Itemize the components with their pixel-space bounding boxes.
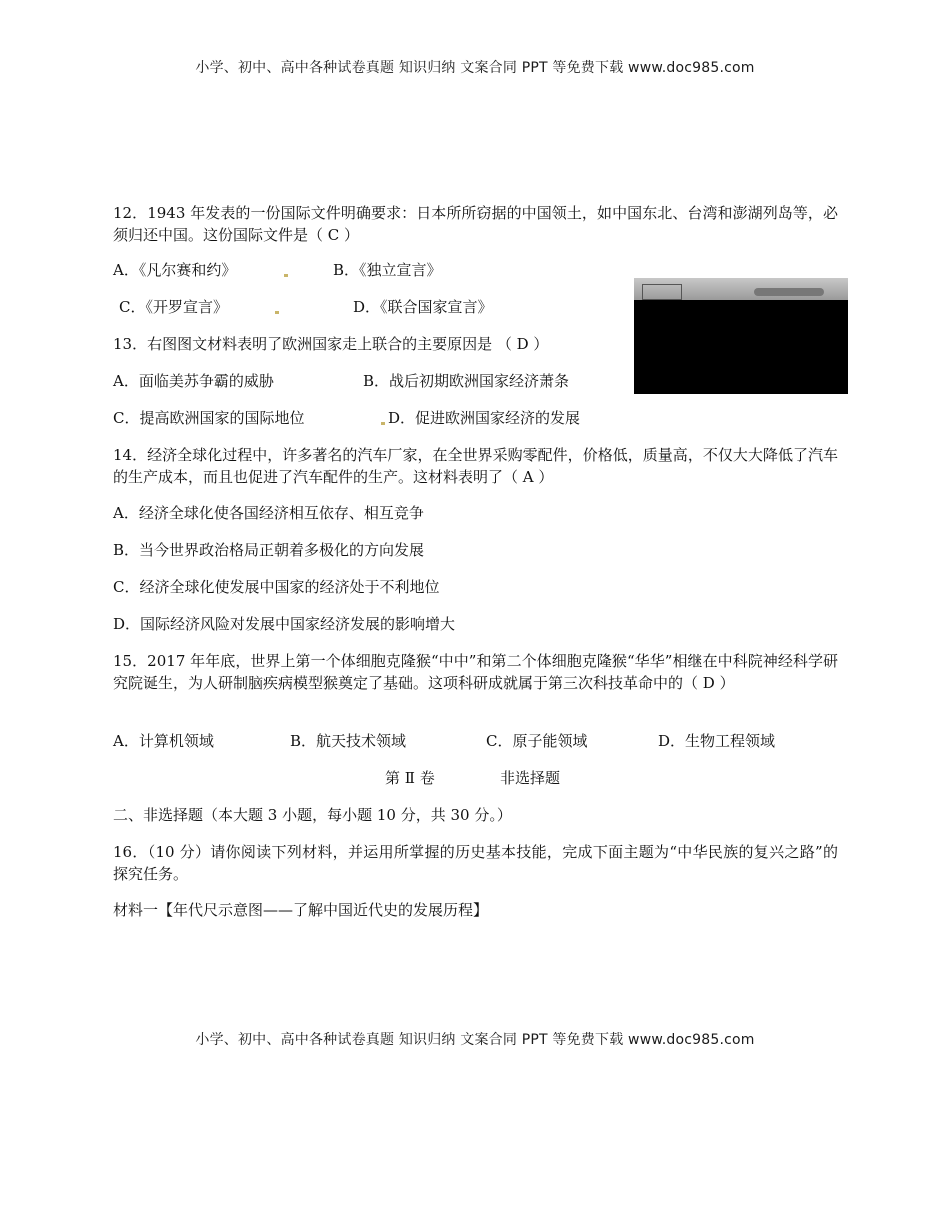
page-header: 小学、初中、高中各种试卷真题 知识归纳 文案合同 PPT 等免费下载 www.doc985.com: [195, 60, 755, 76]
question-13-option-c: C．提高欧洲国家的国际地位: [113, 409, 305, 427]
question-12-stem: 12．1943 年发表的一份国际文件明确要求：日本所所窃据的中国领土，如中国东北、台湾和澎湖列岛等，必须归还中国。这份国际文件是（ C ）: [113, 204, 838, 244]
material-1-heading: 材料一【年代尺示意图——了解中国近代史的发展历程】: [113, 901, 489, 919]
question-15-option-b: B．航天技术领域: [290, 732, 407, 750]
question-12-option-c: C．《开罗宣言》: [119, 298, 228, 316]
question-12-option-b: B．《独立宣言》: [333, 261, 442, 279]
question-12-option-a: A．《凡尔赛和约》: [113, 261, 237, 279]
question-14-option-c: C．经济全球化使发展中国家的经济处于不利地位: [113, 578, 440, 596]
question-15-option-d: D．生物工程领域: [658, 732, 776, 750]
question-13-option-d: D．促进欧洲国家经济的发展: [388, 409, 581, 427]
question-15-option-c: C．原子能领域: [486, 732, 588, 750]
question-14-stem: 14．经济全球化过程中，许多著名的汽车厂家，在全世界采购零配件，价格低，质量高，不仅大大降低了汽车的生产成本，而且也促进了汽车配件的生产。这材料表明了（ A ）: [113, 446, 838, 486]
figure-label-box: [642, 284, 682, 300]
question-16-stem: 16．（10 分）请你阅读下列材料，并运用所掌握的历史基本技能，完成下面主题为“中华民族的复兴之路”的探究任务。: [113, 843, 838, 883]
question-14-option-b: B．当今世界政治格局正朝着多极化的方向发展: [113, 541, 425, 559]
page-footer: 小学、初中、高中各种试卷真题 知识归纳 文案合同 PPT 等免费下载 www.doc985.com: [195, 1032, 755, 1048]
scan-speck: [381, 422, 385, 425]
scan-speck: [275, 311, 279, 314]
question-12-option-d: D．《联合国家宣言》: [353, 298, 493, 316]
figure-top-strip: [634, 278, 848, 300]
part-2-title-volume: 第 Ⅱ 卷: [385, 769, 435, 787]
question-13-option-a: A．面临美苏争霸的威胁: [113, 372, 274, 390]
question-13-option-b: B．战后初期欧洲国家经济萧条: [363, 372, 570, 390]
scan-speck: [284, 274, 288, 277]
question-15-option-a: A．计算机领域: [113, 732, 214, 750]
question-13-stem: 13．右图图文材料表明了欧洲国家走上联合的主要原因是 （ D ）: [113, 335, 549, 353]
question-15-stem: 15．2017 年年底，世界上第一个体细胞克隆猴“中中”和第二个体细胞克隆猴“华华”相继在中科院神经科学研究院诞生，为人研制脑疾病模型猴奠定了基础。这项科研成就属于第三次科技革命中的（ D ）: [113, 652, 838, 692]
section-2-heading: 二、非选择题（本大题 3 小题，每小题 10 分，共 30 分。）: [113, 806, 512, 824]
question-13-figure-image: [634, 278, 848, 394]
part-2-title-type: 非选择题: [500, 769, 561, 787]
question-14-option-a: A．经济全球化使各国经济相互依存、相互竞争: [113, 504, 424, 522]
question-14-option-d: D．国际经济风险对发展中国家经济发展的影响增大: [113, 615, 456, 633]
figure-smudge: [754, 288, 824, 296]
